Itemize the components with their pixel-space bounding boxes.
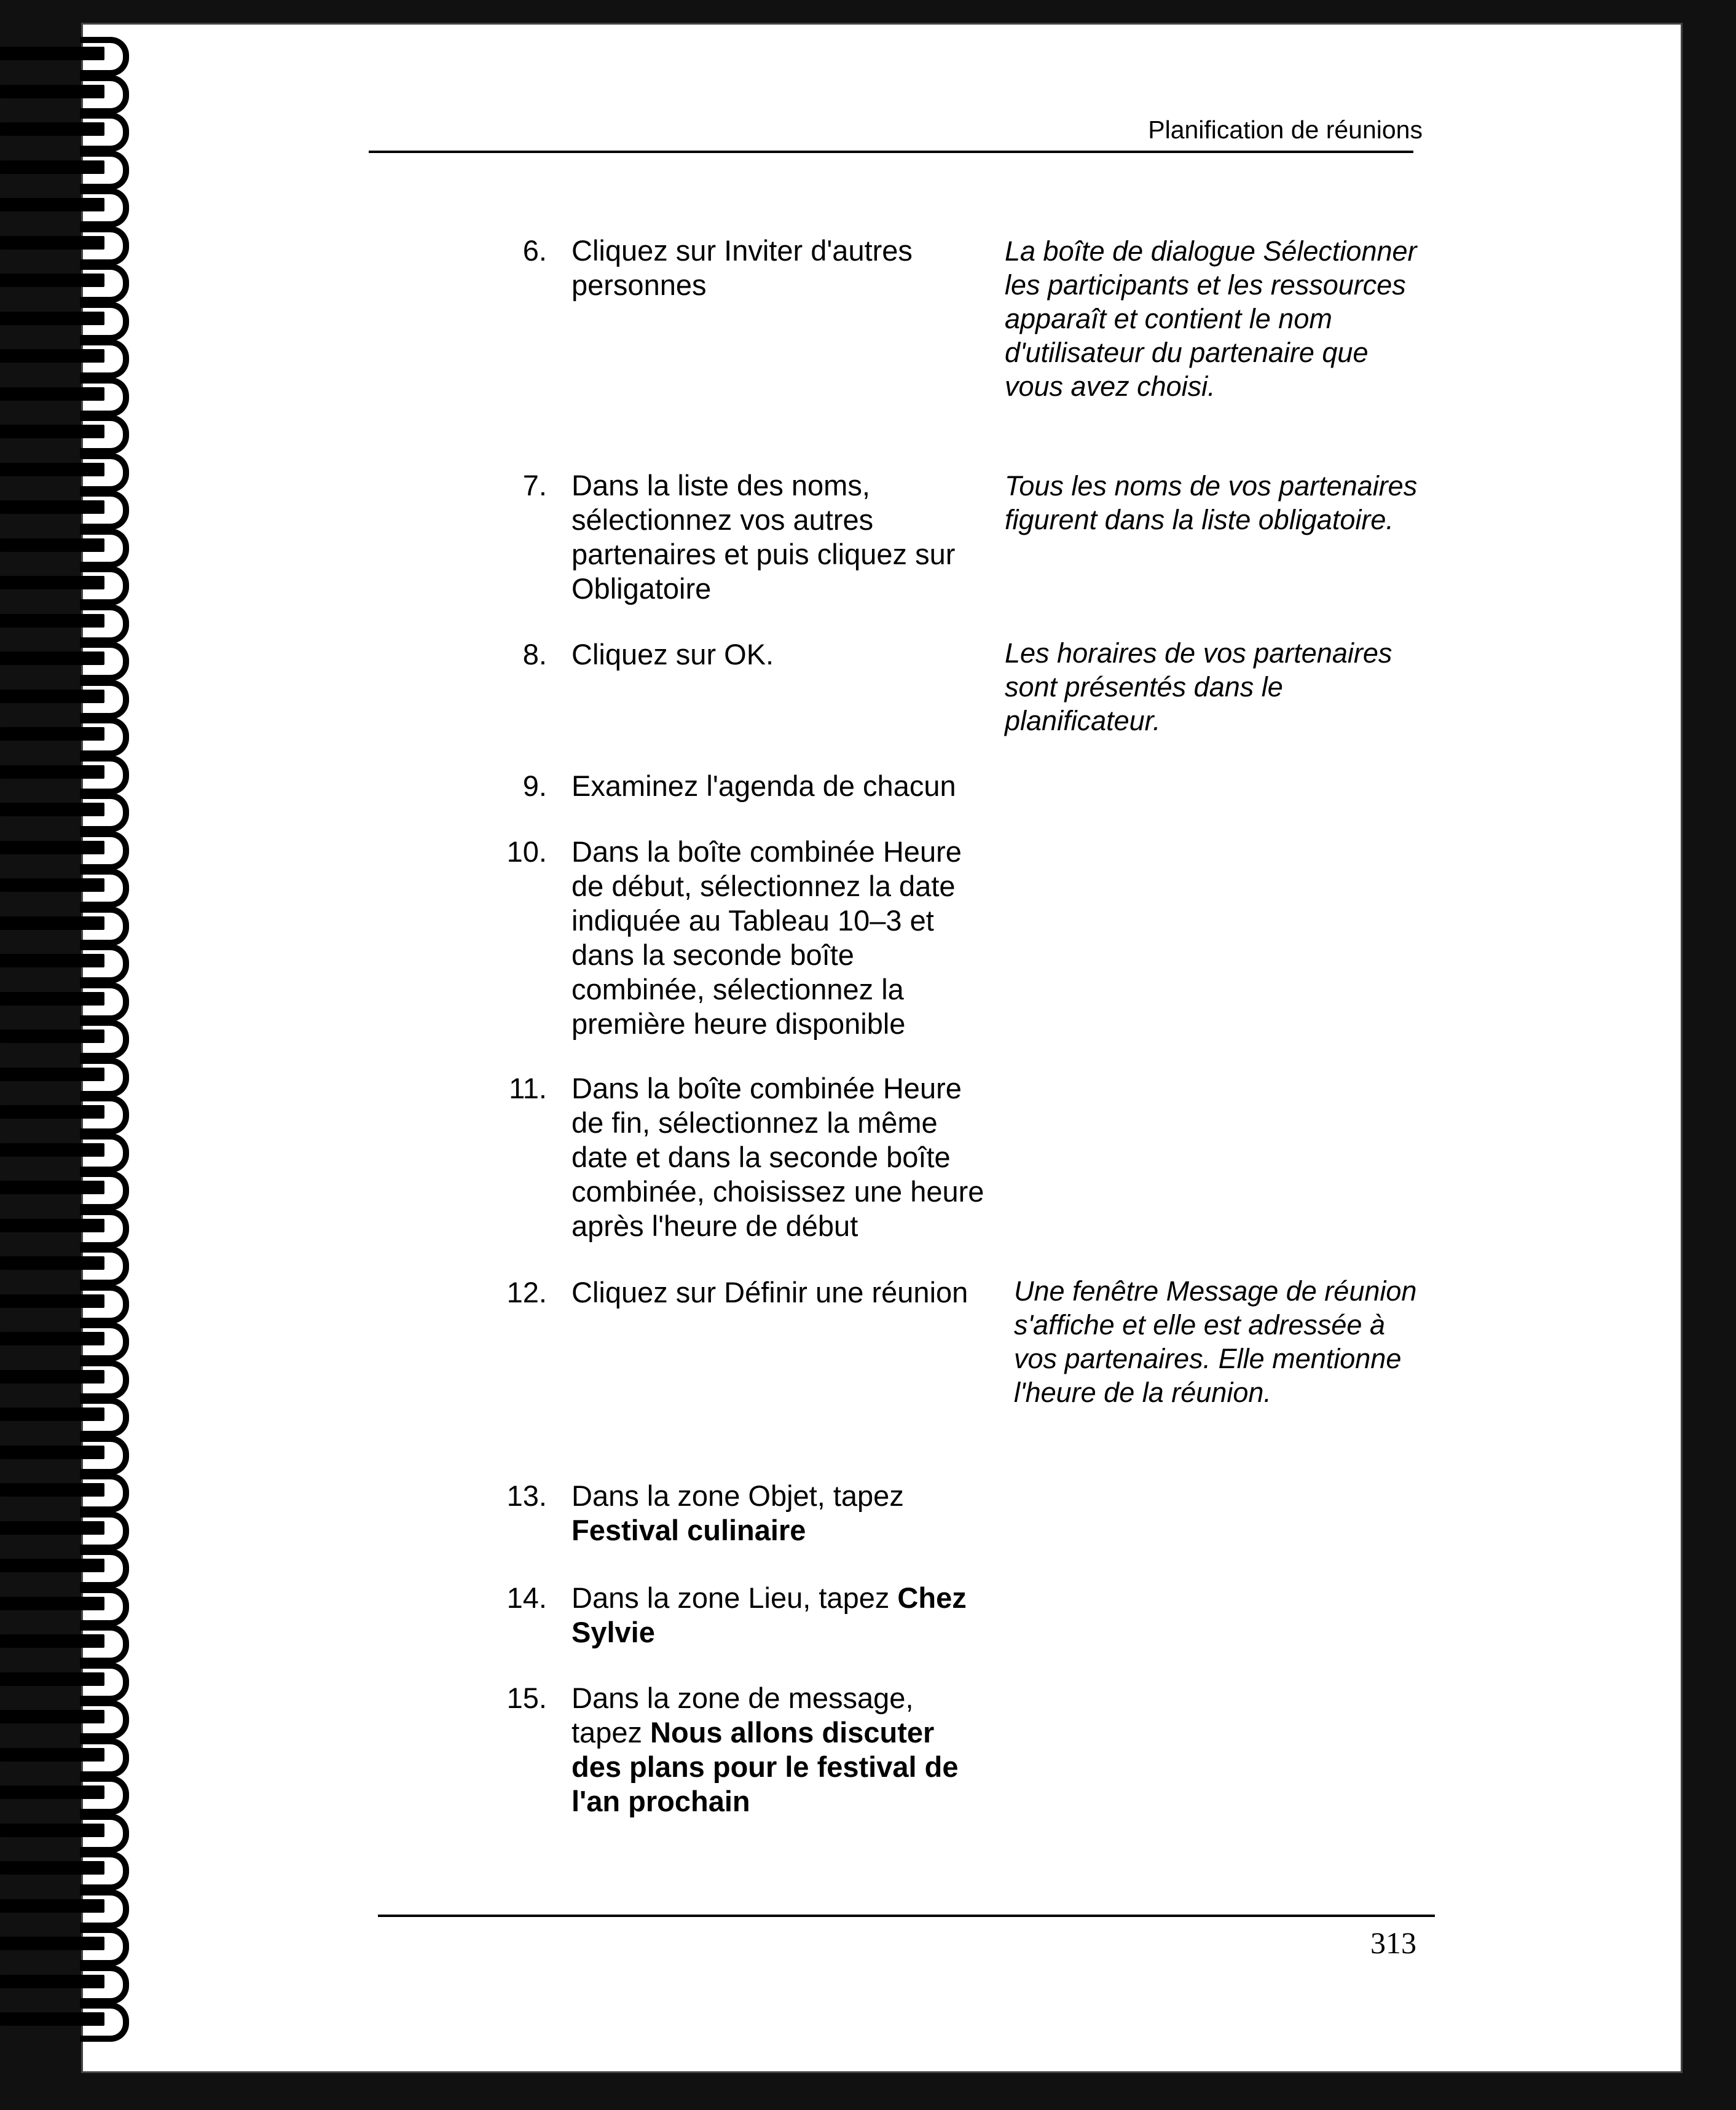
spiral-coil	[0, 377, 147, 407]
step-instruction	[571, 1581, 989, 1650]
typed-text: Festival culinaire	[571, 1514, 806, 1546]
typed-text: Nous allons discuter des plans pour le festival de l'an prochain	[571, 1716, 959, 1817]
coil-loop	[80, 1171, 129, 1210]
coil-loop	[80, 490, 129, 530]
coil-loop	[80, 944, 129, 983]
step-instruction: Cliquez sur OK.	[571, 638, 774, 671]
coil-loop	[80, 1133, 129, 1173]
running-header: Planification de réunions	[1148, 116, 1423, 144]
coil-loop	[80, 1322, 129, 1361]
step-instruction: Dans la liste des noms, sélectionnez vos autres partenaires et puis cliquez sur Obligatoire	[571, 469, 956, 605]
step-instruction: Dans la boîte combinée Heure de début, sélectionnez la date indiquée au Tableau 10–3 et dans la seconde boîte combinée, sélectionnez la première heure disponible	[571, 835, 962, 1040]
coil-loop	[80, 604, 129, 644]
coil-loop	[80, 642, 129, 681]
step-instruction: Cliquez sur Inviter d'autres personnes	[571, 234, 913, 301]
coil-loop	[80, 302, 129, 341]
spiral-coil	[0, 75, 147, 104]
step-number: 13.	[506, 1479, 547, 1512]
step-number: 15.	[506, 1682, 547, 1714]
spiral-coil	[0, 1587, 147, 1616]
coil-loop	[80, 1020, 129, 1059]
spiral-coil	[0, 226, 147, 256]
coil-loop	[80, 112, 129, 152]
coil-loop	[80, 982, 129, 1022]
spiral-coil	[0, 1058, 147, 1087]
coil-loop	[80, 1209, 129, 1248]
coil-loop	[80, 2002, 129, 2042]
spiral-coil	[0, 717, 147, 747]
step-instruction: Cliquez sur Définir une réunion	[571, 1276, 968, 1309]
spiral-coil	[0, 1927, 147, 1956]
step-number: 6.	[522, 234, 547, 267]
spiral-coil	[0, 37, 147, 66]
coil-loop	[80, 226, 129, 266]
coil-loop	[80, 264, 129, 303]
spiral-coil	[0, 1511, 147, 1541]
step-result: Les horaires de vos partenaires sont présentés dans le planificateur.	[1005, 637, 1392, 736]
coil-loop	[80, 415, 129, 454]
coil-loop	[80, 188, 129, 227]
spiral-coil	[0, 831, 147, 860]
coil-loop	[80, 1965, 129, 2004]
spiral-coil	[0, 944, 147, 974]
coil-loop	[80, 868, 129, 908]
spiral-coil	[0, 680, 147, 709]
coil-loop	[80, 1511, 129, 1551]
instruction-text: Dans la zone Lieu, tapez	[571, 1581, 890, 1614]
coil-loop	[80, 151, 129, 190]
coil-loop	[80, 1663, 129, 1702]
coil-loop	[80, 907, 129, 946]
spiral-coil	[0, 868, 147, 898]
spiral-coil	[0, 1473, 147, 1503]
coil-loop	[80, 717, 129, 757]
spiral-coil	[0, 1738, 147, 1768]
spiral-coil	[0, 1322, 147, 1352]
spiral-coil	[0, 188, 147, 218]
spiral-coil	[0, 1246, 147, 1276]
spiral-binding	[0, 37, 154, 2053]
coil-loop	[80, 1246, 129, 1286]
coil-loop	[80, 1058, 129, 1097]
step-number: 14.	[506, 1581, 547, 1614]
spiral-coil	[0, 1663, 147, 1692]
spiral-coil	[0, 1700, 147, 1730]
coil-loop	[80, 566, 129, 605]
coil-loop	[80, 1436, 129, 1475]
spiral-coil	[0, 112, 147, 142]
step-number: 10.	[506, 835, 547, 868]
spiral-coil	[0, 529, 147, 558]
spiral-coil	[0, 1776, 147, 1805]
step-instruction	[571, 1479, 989, 1548]
coil-loop	[80, 793, 129, 832]
coil-loop	[80, 1927, 129, 1966]
instruction-text: Dans la zone de message, tapez	[571, 1682, 914, 1749]
coil-loop	[80, 1624, 129, 1664]
spiral-coil	[0, 1171, 147, 1200]
coil-loop	[80, 75, 129, 114]
spiral-coil	[0, 2002, 147, 2032]
coil-loop	[80, 339, 129, 379]
spiral-coil	[0, 1814, 147, 1843]
coil-loop	[80, 1700, 129, 1739]
coil-loop	[80, 831, 129, 870]
coil-loop	[80, 1285, 129, 1324]
spiral-coil	[0, 339, 147, 369]
spiral-coil	[0, 1549, 147, 1578]
step-result: Une fenêtre Message de réunion s'affiche et elle est adressée à vos partenaires. Elle mentionne l'heure de la réunion.	[1014, 1275, 1417, 1408]
spiral-coil	[0, 982, 147, 1012]
typed-text: Chez Sylvie	[571, 1581, 967, 1648]
spiral-coil	[0, 604, 147, 634]
coil-loop	[80, 1851, 129, 1891]
spiral-coil	[0, 415, 147, 444]
spiral-coil	[0, 566, 147, 596]
footer-rule	[378, 1915, 1435, 1917]
coil-loop	[80, 529, 129, 568]
spiral-coil	[0, 1398, 147, 1427]
spiral-coil	[0, 755, 147, 785]
spiral-coil	[0, 1624, 147, 1654]
spiral-coil	[0, 1889, 147, 1919]
spiral-coil	[0, 453, 147, 482]
coil-loop	[80, 1473, 129, 1513]
coil-loop	[80, 1549, 129, 1588]
coil-loop	[80, 1738, 129, 1777]
coil-loop	[80, 755, 129, 795]
coil-loop	[80, 453, 129, 492]
spiral-coil	[0, 907, 147, 936]
spiral-coil	[0, 1965, 147, 1994]
spiral-coil	[0, 1360, 147, 1390]
spiral-coil	[0, 1020, 147, 1049]
header-rule	[369, 151, 1413, 153]
spiral-coil	[0, 1436, 147, 1465]
coil-loop	[80, 1889, 129, 1929]
coil-loop	[80, 37, 129, 76]
coil-loop	[80, 377, 129, 417]
step-instruction: Examinez l'agenda de chacun	[571, 770, 956, 802]
coil-loop	[80, 1814, 129, 1853]
step-number: 8.	[522, 638, 547, 671]
coil-loop	[80, 1776, 129, 1815]
step-number: 11.	[509, 1072, 547, 1104]
coil-loop	[80, 1360, 129, 1399]
spiral-coil	[0, 793, 147, 822]
coil-loop	[80, 1095, 129, 1135]
coil-loop	[80, 680, 129, 719]
spiral-coil	[0, 1133, 147, 1163]
step-instruction: Dans la boîte combinée Heure de fin, sélectionnez la même date et dans la seconde boîte combinée, choisissez une heure après l'heure de début	[571, 1072, 984, 1242]
step-result: La boîte de dialogue Sélectionner les participants et les ressources apparaît et contient le nom d'utilisateur du partenaire que vous avez choisi.	[1005, 235, 1417, 402]
step-number: 7.	[522, 469, 547, 502]
spiral-coil	[0, 642, 147, 671]
step-number: 12.	[506, 1276, 547, 1309]
spiral-coil	[0, 1851, 147, 1881]
spiral-coil	[0, 302, 147, 331]
spiral-coil	[0, 490, 147, 520]
coil-loop	[80, 1587, 129, 1626]
step-instruction	[571, 1681, 989, 1819]
step-result: Tous les noms de vos partenaires figurent dans la liste obligatoire.	[1005, 470, 1418, 535]
spiral-coil	[0, 1285, 147, 1314]
page-number: 313	[1370, 1926, 1416, 1960]
step-number: 9.	[522, 770, 547, 802]
instruction-text: Dans la zone Objet, tapez	[571, 1479, 904, 1512]
spiral-coil	[0, 1209, 147, 1238]
spiral-coil	[0, 264, 147, 293]
spiral-coil	[0, 1095, 147, 1125]
spiral-coil	[0, 151, 147, 180]
coil-loop	[80, 1398, 129, 1437]
